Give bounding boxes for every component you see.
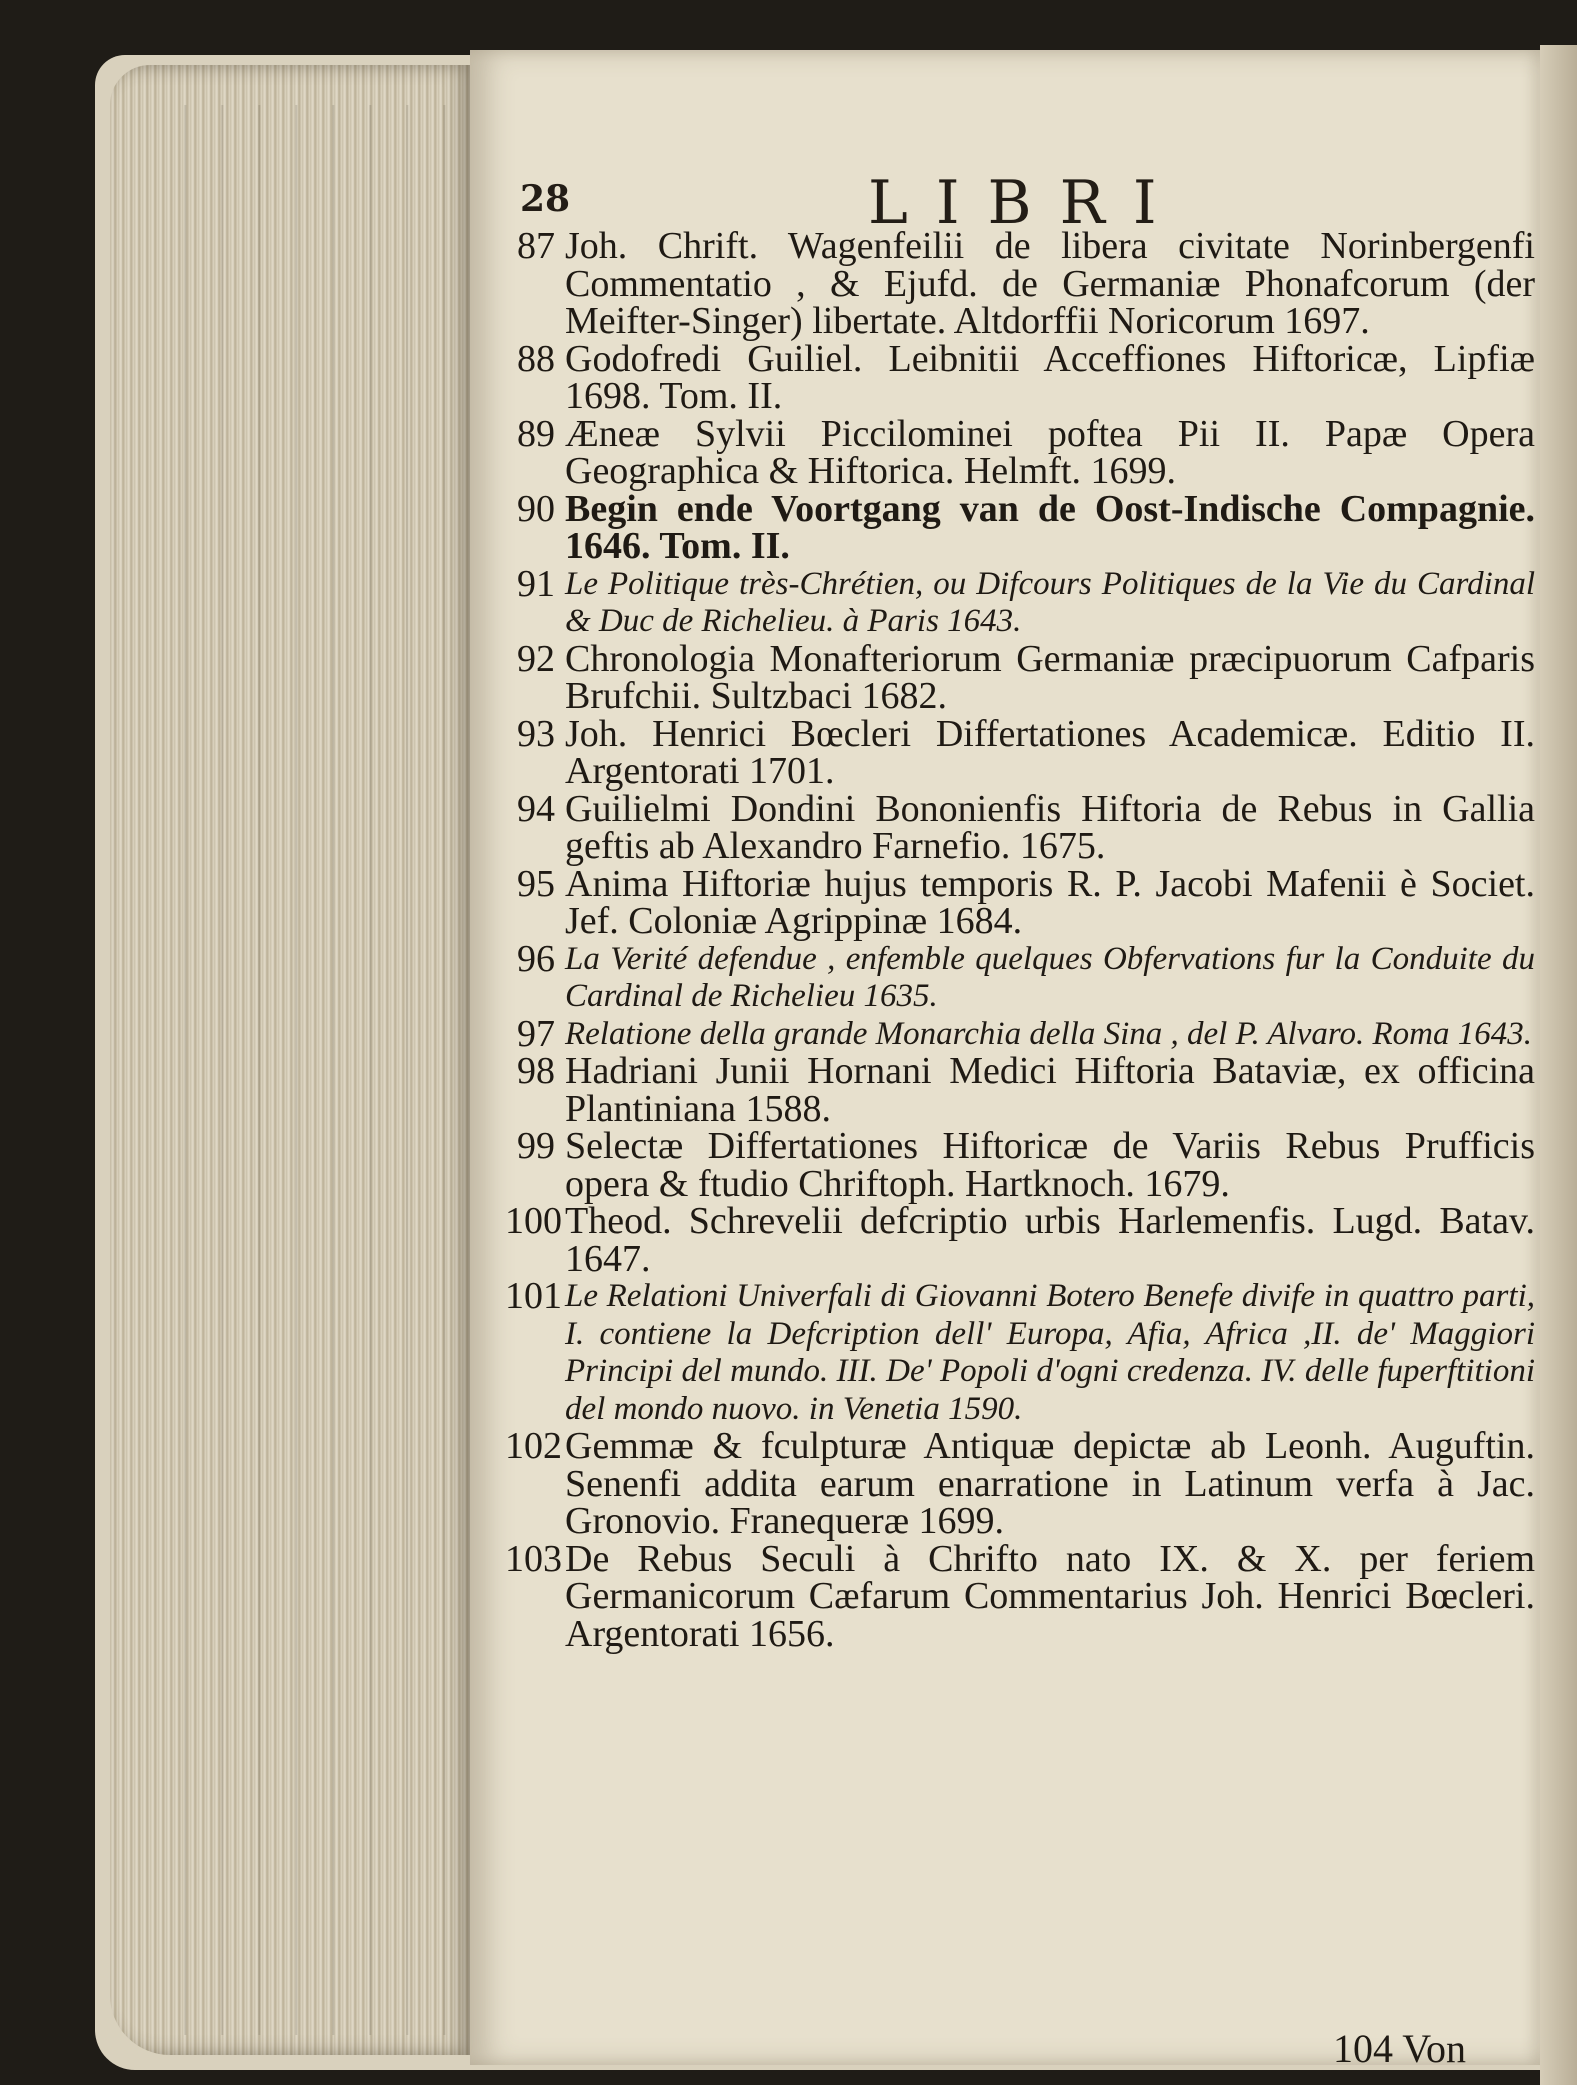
entry-text: Joh. Chrift. Wagenfeilii de libera civitate Norinbergenfi Commentatio , & Ejufd. de Germaniæ Phonafcorum (der Meifter-Singer) libertate. Altdorffii Noricorum 1697. [565,225,1535,342]
entry-number: 89 [517,412,555,455]
catalog-entry [505,712,1535,792]
catalog-entry [505,1275,1535,1428]
entry-text: Hadriani Junii Hornani Medici Hiftoria Bataviæ, ex officina Plantiniana 1588. [565,1050,1535,1130]
entry-text: Anima Hiftoriæ hujus temporis R. P. Jacobi Mafenii è Societ. Jef. Coloniæ Agrippinæ 1684. [565,862,1535,942]
entry-number: 87 [517,225,555,267]
catalog-entry [505,937,1535,1016]
entry-text: Chronologia Monafteriorum Germaniæ præcipuorum Cafparis Brufchii. Sultzbaci 1682. [565,637,1535,717]
entry-text: La Verité defendue , enfemble quelques Obfervations fur la Conduite du Cardinal de Richelieu 1635. [565,940,1535,1014]
entry-text: Joh. Henrici Bœcleri Differtationes Academicæ. Editio II. Argentorati 1701. [565,712,1535,792]
entry-text: Godofredi Guiliel. Leibnitii Acceffiones Hiftoricæ, Lipfiæ 1698. Tom. II. [565,337,1535,417]
entry-text: Guilielmi Dondini Bononienfis Hiftoria de Rebus in Gallia geftis ab Alexandro Farnefio. 1675. [565,787,1535,867]
catalog-entry [505,225,1535,342]
catalog-entry [505,1537,1535,1655]
entry-number: 98 [517,1050,555,1092]
catalog-entry [505,862,1535,942]
catalog-entry [505,1425,1535,1542]
catalog-entry [505,337,1535,417]
entry-number: 103 [505,1537,562,1580]
catalog-entry [505,412,1535,492]
entry-number: 94 [517,787,555,830]
catchword: 104 Von [1333,2026,1467,2071]
entry-number: 96 [517,937,555,980]
catalog-entry [505,1012,1535,1055]
entry-text: Le Relationi Univerfali di Giovanni Botero Benefe divife in quattro parti, I. contiene la Defcription dell' Europa, Afia, Africa ,II. de' Maggiori Principi del mundo. III. De' Popoli d'ogni credenza. IV. delle fuperftitioni del mondo nuovo. in Venetia 1590. [565,1278,1535,1427]
entry-text: Gemmæ & fculpturæ Antiquæ depictæ ab Leonh. Auguftin. Senenfi addita earum enarratione in Latinum verfa à Jac. Gronovio. Franequeræ 1699. [565,1425,1535,1542]
entry-number: 99 [517,1125,555,1167]
catalog-entries [505,225,1535,1655]
catalog-entry [505,1050,1535,1130]
catalog-entry [505,487,1535,567]
page-stack-lines [150,105,450,2035]
entry-number: 100 [505,1200,562,1242]
entry-number: 97 [517,1012,555,1055]
entry-number: 93 [517,712,555,755]
entry-number: 102 [505,1425,562,1467]
entry-number: 88 [517,337,555,380]
catalog-entry [505,637,1535,717]
entry-text: Le Politique très-Chrétien, ou Difcours Politiques de la Vie du Cardinal & Duc de Richelieu. à Paris 1643. [565,565,1535,639]
entry-text: Relatione della grande Monarchia della Sina , del P. Alvaro. Roma 1643. [565,1015,1532,1052]
entry-text: Selectæ Differtationes Hiftoricæ de Variis Rebus Prufficis opera & ftudio Chriftoph. Hartknoch. 1679. [565,1125,1535,1205]
page-number: 28 [520,178,571,220]
entry-text: De Rebus Seculi à Chrifto nato IX. & X. per feriem Germanicorum Cæfarum Commentarius Joh. Henrici Bœcleri. Argentorati 1656. [565,1537,1535,1655]
facing-page-edge [1540,45,1577,2085]
entry-text: Æneæ Sylvii Piccilominei poftea Pii II. Papæ Opera Geographica & Hiftorica. Helmft. 1699. [565,412,1535,492]
entry-number: 90 [517,487,555,530]
entry-number: 95 [517,862,555,905]
entry-number: 91 [517,562,555,605]
entry-text: Theod. Schrevelii defcriptio urbis Harlemenfis. Lugd. Batav. 1647. [565,1200,1535,1280]
catalog-entry [505,562,1535,641]
entry-text: Begin ende Voortgang van de Oost-Indische Compagnie. 1646. Tom. II. [565,487,1535,567]
catalog-entry [505,1200,1535,1280]
entry-number: 101 [505,1275,562,1317]
entry-number: 92 [517,637,555,680]
running-title: LIBRI [868,168,1185,238]
catalog-entry [505,787,1535,867]
catalog-entry [505,1125,1535,1205]
